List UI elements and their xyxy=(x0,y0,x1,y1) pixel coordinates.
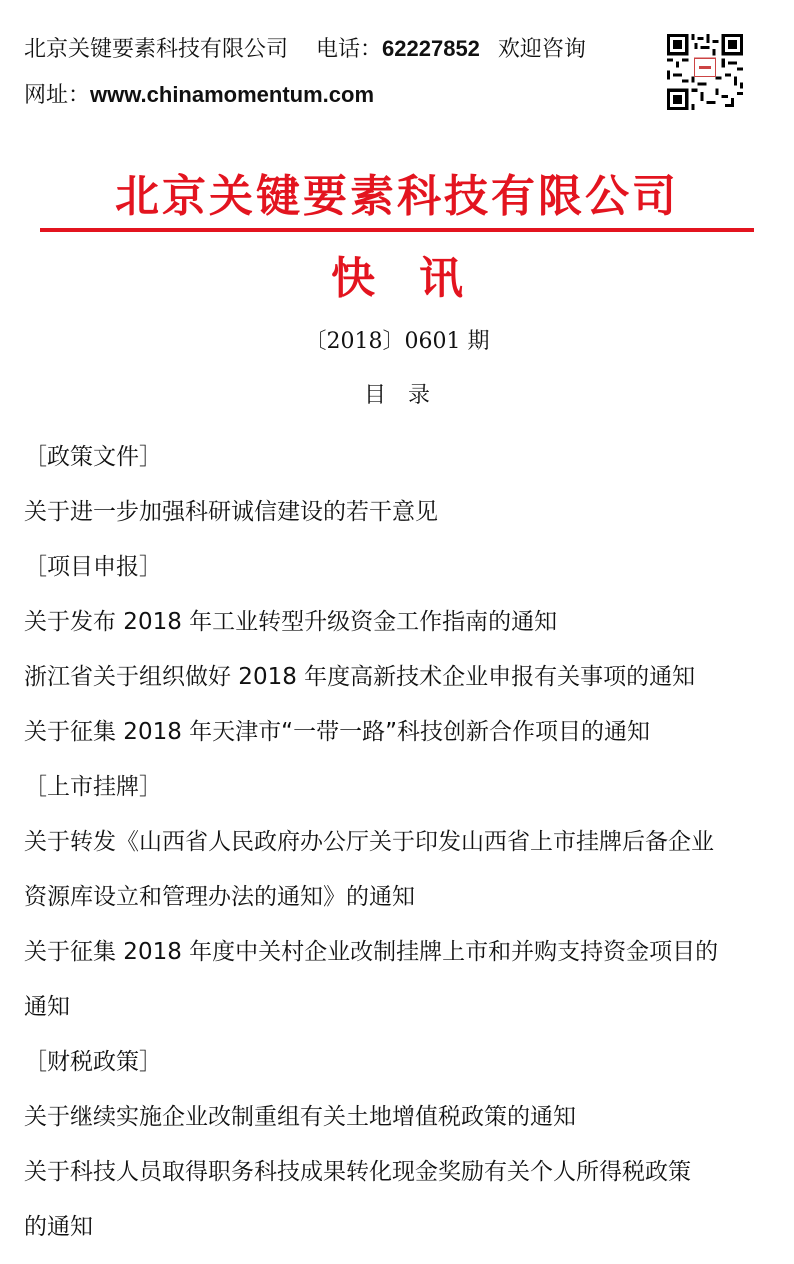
toc-item[interactable]: 关于科技人员取得职务科技成果转化现金奖励有关个人所得税政策 xyxy=(24,1159,691,1185)
table-of-contents xyxy=(24,430,764,1255)
toc-item[interactable]: 关于征集 2018 年天津市“一带一路”科技创新合作项目的通知 xyxy=(24,719,650,745)
toc-item[interactable]: 关于转发《山西省人民政府办公厅关于印发山西省上市挂牌后备企业 xyxy=(24,829,714,855)
masthead-divider xyxy=(40,228,754,232)
toc-section-heading: ［上市挂牌］ xyxy=(24,774,162,800)
toc-section-heading: ［财税政策］ xyxy=(24,1049,162,1075)
toc-section-heading: ［项目申报］ xyxy=(24,554,162,580)
toc-item[interactable]: 浙江省关于组织做好 2018 年度高新技术企业申报有关事项的通知 xyxy=(24,664,696,690)
header-website-line xyxy=(24,78,374,109)
website-label: 网址： xyxy=(24,83,91,108)
welcome-text: 欢迎咨询 xyxy=(497,37,586,62)
phone-label: 电话： xyxy=(316,37,383,62)
toc-item-continued[interactable]: 的通知 xyxy=(24,1214,93,1240)
qr-code-icon xyxy=(667,34,743,110)
toc-section-heading: ［政策文件］ xyxy=(24,444,162,470)
toc-item[interactable]: 关于继续实施企业改制重组有关土地增值税政策的通知 xyxy=(24,1104,576,1130)
masthead-title: 北京关键要素科技有限公司 xyxy=(115,171,679,222)
toc-item-continued[interactable]: 资源库设立和管理办法的通知》的通知 xyxy=(24,884,415,910)
toc-item-continued[interactable]: 通知 xyxy=(24,994,70,1020)
phone-number: 62227852 xyxy=(382,36,480,61)
masthead-subtitle: 快 讯 xyxy=(331,253,463,304)
toc-heading: 目 录 xyxy=(363,383,430,408)
toc-item[interactable]: 关于进一步加强科研诚信建设的若干意见 xyxy=(24,499,438,525)
toc-item[interactable]: 关于发布 2018 年工业转型升级资金工作指南的通知 xyxy=(24,609,558,635)
header-contact-line xyxy=(24,32,586,63)
issue-number: 〔2018〕0601 期 xyxy=(304,329,490,354)
website-link[interactable]: www.chinamomentum.com xyxy=(90,82,375,107)
header-company-name: 北京关键要素科技有限公司 xyxy=(24,37,289,62)
toc-item[interactable]: 关于征集 2018 年度中关村企业改制挂牌上市和并购支持资金项目的 xyxy=(24,939,719,965)
